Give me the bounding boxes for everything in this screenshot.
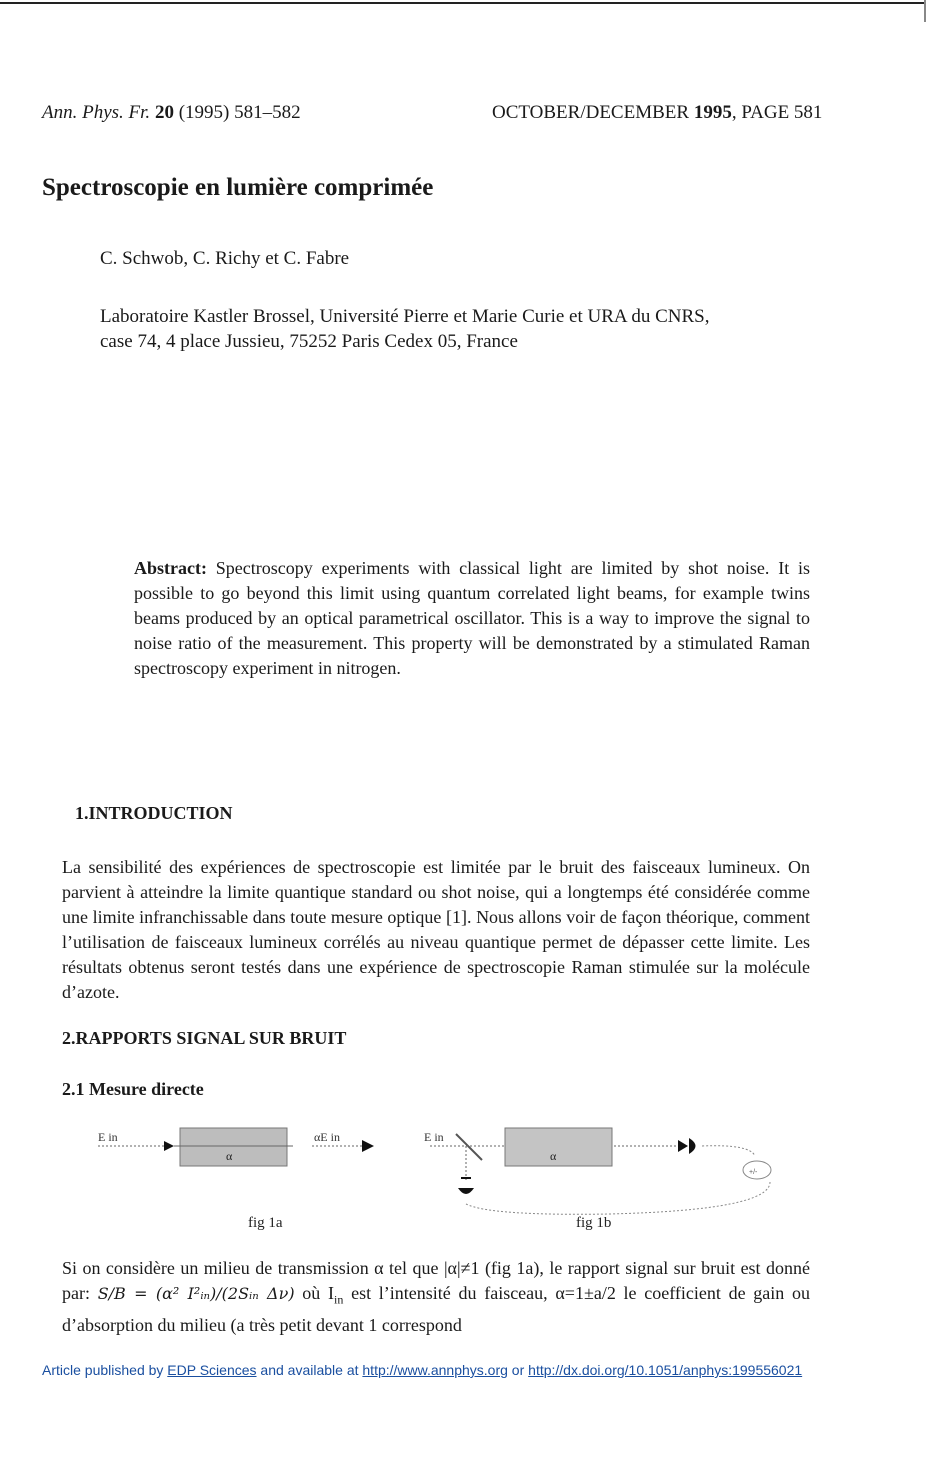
subtractor-label: +/- — [749, 1169, 758, 1176]
abstract — [134, 556, 810, 681]
paper-title: Spectroscopie en lumière comprimée — [42, 174, 434, 201]
wire-top — [702, 1146, 755, 1156]
para-part-4: est l’intensité du faisceau, α=1±a/2 le coefficient de gain ou d’absorption du milieu (a très petit devant 1 correspond — [62, 1283, 811, 1335]
section-1-heading: 1.INTRODUCTION — [75, 803, 233, 823]
top-rule — [0, 2, 925, 4]
wire-bottom — [466, 1182, 770, 1214]
fig-1a-medium-label: α — [226, 1149, 233, 1163]
para-part-3: où I — [294, 1283, 335, 1303]
alpha-abs: |α|≠1 — [443, 1258, 480, 1278]
edge-mark — [924, 0, 926, 22]
para-part-2: (fig 1a), le rapport signal sur bruit est donné par: — [62, 1258, 811, 1303]
fig-1b-input-label: E in — [424, 1130, 444, 1144]
paragraph-direct-measurement — [62, 1256, 810, 1338]
snr-formula: S/B = (α² I²ᵢₙ)/(2Sᵢₙ Δν) — [97, 1284, 295, 1303]
affiliation-line-1: Laboratoire Kastler Brossel, Université Pierre et Marie Curie et URA du CNRS, — [100, 306, 710, 327]
issue-year: 1995 — [693, 102, 732, 123]
doi-link[interactable]: http://dx.doi.org/10.1051/anphys:199556021 — [528, 1362, 803, 1378]
fig-1a-input-arrow — [164, 1141, 174, 1151]
fig-1b-medium — [505, 1128, 612, 1166]
footer — [42, 1362, 802, 1378]
fig-1a-medium — [180, 1128, 287, 1166]
detector-bottom-icon — [458, 1188, 474, 1194]
figure-1 — [90, 1124, 790, 1234]
affiliation-line-2: case 74, 4 place Jussieu, 75252 Paris Cedex 05, France — [100, 331, 518, 352]
beam-splitter — [456, 1134, 482, 1160]
running-header-right — [492, 102, 822, 124]
affiliation — [100, 304, 840, 354]
year-pages: (1995) 581–582 — [178, 102, 301, 123]
section-2-heading: 2.RAPPORTS SIGNAL SUR BRUIT — [62, 1028, 347, 1048]
fig-1a-output-label: αE in — [314, 1130, 340, 1144]
volume: 20 — [154, 102, 174, 123]
footer-text-1: Article published by — [42, 1362, 168, 1378]
issue-page: , PAGE 581 — [731, 102, 823, 123]
fig-1a-input-label: E in — [98, 1130, 118, 1144]
abstract-label: Abstract: — [134, 558, 207, 578]
footer-text-3: or — [507, 1362, 529, 1378]
footer-text-2: and available at — [256, 1362, 363, 1378]
para-part-1: Si on considère un milieu de transmission α tel que — [62, 1258, 444, 1278]
annphys-link[interactable]: http://www.annphys.org — [362, 1362, 508, 1378]
para-sub-in: in — [334, 1292, 344, 1307]
detector-top-icon — [689, 1138, 696, 1154]
fig-1b-arrow — [678, 1140, 688, 1152]
section-1-text: La sensibilité des expériences de spectroscopie est limitée par le bruit des faisceaux lumineux. On parvient à atteindre la limite quantique standard ou shot noise, qui a longtemps été considérée comme une limite infranchissable dans toute mesure optique [1]. Nous allons voir de façon théorique, comment l’utilisation de faisceaux lumineux corrélés au niveau quantique permet de dépasser cette limite. Les résultats obtenus seront testés dans une expérience de spectroscopie Raman stimulée sur la molécule d’azote. — [62, 857, 810, 1002]
authors: C. Schwob, C. Richy et C. Fabre — [100, 248, 350, 269]
journal-name: Ann. Phys. Fr. — [42, 102, 151, 123]
fig-1b — [424, 1128, 771, 1231]
subsection-2-1-heading: 2.1 Mesure directe — [62, 1079, 204, 1099]
running-header-left — [42, 102, 301, 124]
issue-months: OCTOBER/DECEMBER — [492, 102, 690, 123]
edp-link[interactable]: EDP Sciences — [167, 1362, 257, 1378]
fig-1b-caption: fig 1b — [576, 1215, 612, 1231]
abstract-text: Spectroscopy experiments with classical light are limited by shot noise. It is possible to go beyond this limit using quantum correlated light beams, for example twins beams produced by an optical parametrical oscillator. This is a way to improve the signal to noise ratio of the measurement. This property will be demonstrated by a stimulated Raman spectroscopy experiment in nitrogen. — [134, 558, 810, 678]
fig-1b-medium-label: α — [550, 1149, 557, 1163]
fig-1a — [98, 1128, 374, 1231]
fig-1a-caption: fig 1a — [248, 1215, 283, 1231]
fig-1a-output-arrow — [362, 1140, 374, 1152]
